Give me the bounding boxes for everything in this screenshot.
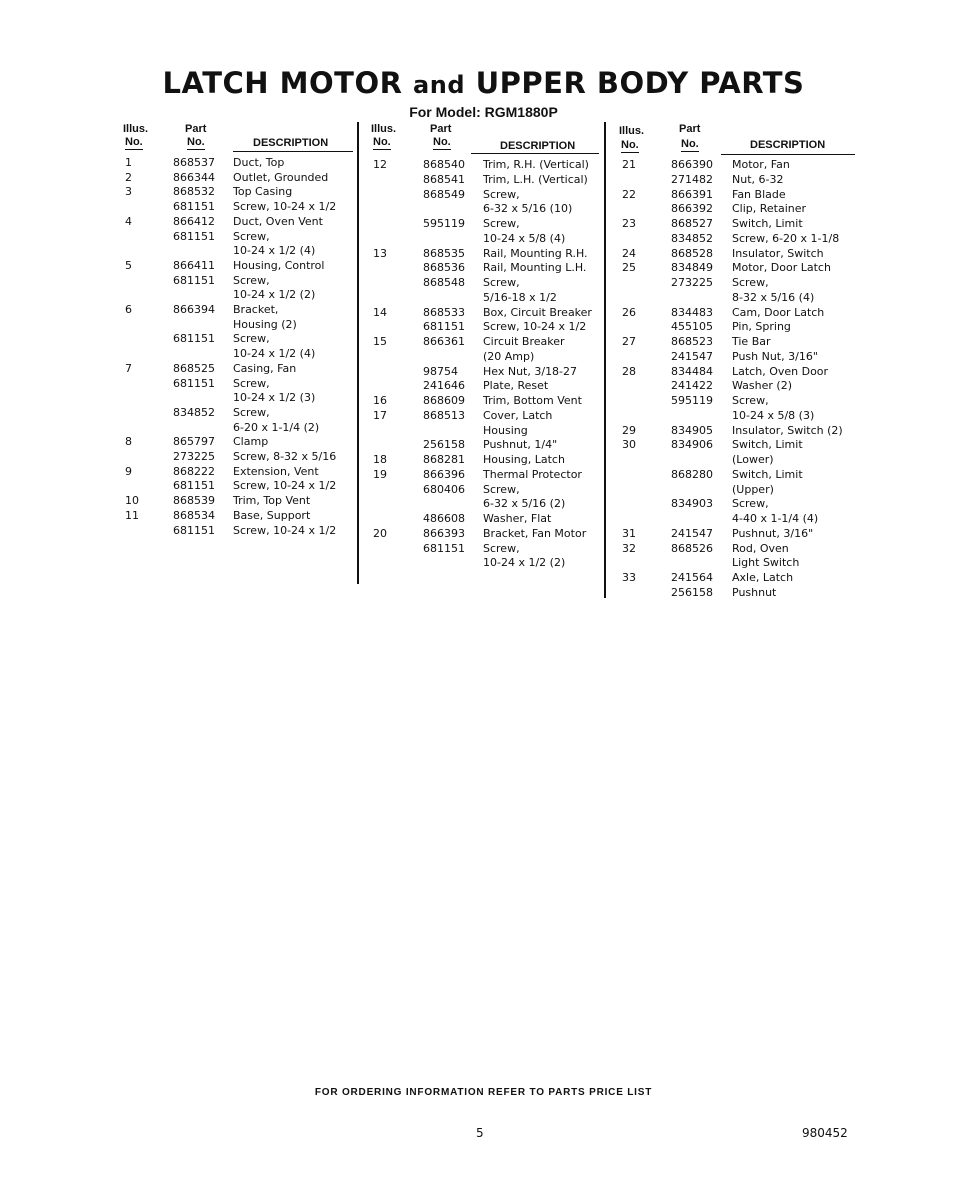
illus-no: 31 [622, 526, 636, 540]
description: 6-32 x 5/16 (2) [483, 497, 566, 511]
description: Cam, Door Latch [732, 305, 825, 319]
description: Extension, Vent [233, 464, 319, 478]
part-no: 595119 [671, 394, 713, 407]
illus-no: 19 [373, 467, 387, 481]
illus-no: 1 [125, 156, 132, 169]
illus-no: 3 [125, 185, 132, 199]
part-no: 866411 [173, 258, 215, 272]
table-row [371, 408, 606, 423]
table-row [619, 482, 854, 497]
description: Housing, Latch [483, 453, 565, 466]
illus-no: 33 [622, 571, 636, 584]
description: Rail, Mounting R.H. [483, 246, 588, 260]
illus-no: 7 [125, 361, 132, 375]
illus-no: 14 [373, 305, 387, 319]
part-no: 98754 [423, 364, 458, 378]
description: Screw, [483, 482, 520, 496]
header-illus: Illus. [371, 123, 397, 135]
description: Screw, 6-20 x 1-1/8 [732, 231, 840, 245]
table-row [371, 555, 606, 570]
table-row [619, 437, 854, 452]
table-row [123, 493, 358, 508]
description: 8-32 x 5/16 (4) [732, 290, 815, 304]
part-no: 868280 [671, 467, 713, 481]
table-row [371, 452, 606, 467]
part-no: 681151 [173, 273, 215, 287]
table-row [371, 437, 606, 452]
part-no: 681151 [173, 200, 215, 214]
ordering-note: FOR ORDERING INFORMATION REFER TO PARTS PRICE LIST [314, 1087, 653, 1098]
description: Trim, Bottom Vent [483, 394, 582, 407]
table-row [371, 187, 606, 202]
header-part-no: No. [681, 138, 699, 150]
description: Screw, 10-24 x 1/2 [233, 523, 337, 537]
table-row [619, 201, 854, 216]
description: Trim, Top Vent [233, 494, 311, 508]
illus-no: 15 [373, 335, 387, 348]
description: Hex Nut, 3/18-27 [483, 364, 578, 378]
table-row [371, 246, 606, 261]
illus-no: 24 [622, 246, 636, 260]
table-row [371, 172, 606, 187]
table-row [123, 405, 358, 420]
part-no: 271482 [671, 172, 713, 186]
description: Outlet, Grounded [233, 170, 329, 184]
header-illus-no: No. [125, 136, 143, 148]
part-no: 868526 [671, 541, 713, 555]
description: Pushnut [732, 585, 777, 599]
header-part: Part [679, 123, 701, 135]
part-no: 866393 [423, 526, 465, 540]
illus-no: 21 [622, 158, 636, 171]
table-row [123, 390, 358, 405]
table-row [123, 243, 358, 258]
table-row [619, 187, 854, 202]
part-no: 681151 [173, 376, 215, 390]
table-row [619, 319, 854, 334]
description: Clamp [233, 435, 269, 449]
part-no: 868536 [423, 261, 465, 275]
part-no: 866396 [423, 467, 465, 481]
illus-no: 12 [373, 158, 387, 171]
description: Cover, Latch [483, 408, 553, 422]
description: Pushnut, 1/4" [483, 438, 558, 452]
part-no: 681151 [173, 479, 215, 493]
header-illus-no: No. [373, 136, 391, 148]
part-no: 834905 [671, 423, 713, 437]
table-row [123, 478, 358, 493]
table-row [619, 172, 854, 187]
description: Base, Support [233, 508, 311, 522]
description: Screw, 10-24 x 1/2 [233, 200, 337, 214]
table-row [619, 393, 854, 408]
part-no: 834906 [671, 438, 713, 452]
description: Rail, Mounting L.H. [483, 261, 587, 275]
description: Axle, Latch [732, 571, 794, 584]
header-illus-no: No. [621, 139, 639, 151]
part-no: 455105 [671, 320, 713, 334]
table-row [619, 157, 854, 172]
description: Screw, [732, 276, 769, 289]
table-row [619, 349, 854, 364]
description: Plate, Reset [483, 379, 549, 393]
illus-no: 20 [373, 526, 387, 540]
table-row [123, 376, 358, 391]
table-row [123, 214, 358, 229]
part-no: 868523 [671, 335, 713, 348]
description: Rod, Oven [732, 541, 789, 555]
illus-no: 27 [622, 335, 636, 348]
table-row [123, 170, 358, 185]
table-row [619, 290, 854, 305]
part-no: 868535 [423, 246, 465, 260]
table-row [371, 526, 606, 541]
table-row [371, 496, 606, 511]
part-no: 866392 [671, 202, 713, 216]
table-row [371, 511, 606, 526]
header-underline [233, 151, 353, 152]
description: Screw, [233, 405, 270, 419]
description: Screw, 8-32 x 5/16 [233, 450, 337, 463]
table-row [371, 260, 606, 275]
description: Duct, Oven Vent [233, 214, 323, 228]
table-row [619, 334, 854, 349]
table-row [123, 273, 358, 288]
description: Duct, Top [233, 156, 285, 169]
description: Screw, [233, 376, 270, 390]
description: (Lower) [732, 453, 774, 466]
illus-no: 8 [125, 435, 132, 449]
part-no: 868549 [423, 187, 465, 201]
description: Motor, Door Latch [732, 261, 831, 275]
table-row [123, 361, 358, 376]
table-row [619, 541, 854, 556]
table-row [619, 275, 854, 290]
description: 10-24 x 5/8 (4) [483, 231, 566, 245]
description: Insulator, Switch (2) [732, 423, 843, 437]
header-part-no: No. [433, 136, 451, 148]
part-no: 868609 [423, 394, 465, 407]
description: Washer, Flat [483, 512, 552, 525]
description: Clip, Retainer [732, 202, 807, 216]
table-row [123, 155, 358, 170]
illus-no: 28 [622, 364, 636, 378]
description: 5/16-18 x 1/2 [483, 290, 557, 304]
description: Screw, [233, 332, 270, 346]
part-no: 834484 [671, 364, 713, 378]
description: Fan Blade [732, 187, 786, 201]
table-row [371, 467, 606, 482]
table-row [371, 393, 606, 408]
illus-no: 13 [373, 246, 387, 260]
table-row [123, 523, 358, 538]
table-row [371, 423, 606, 438]
part-no: 681151 [423, 320, 465, 334]
table-row [123, 449, 358, 464]
description: Circuit Breaker [483, 335, 565, 348]
part-no: 868539 [173, 494, 215, 508]
description: Screw, 10-24 x 1/2 [483, 320, 587, 334]
part-no: 241646 [423, 379, 465, 393]
part-no: 865797 [173, 435, 215, 449]
description: Switch, Limit [732, 467, 803, 481]
description: Box, Circuit Breaker [483, 305, 592, 319]
part-no: 834483 [671, 305, 713, 319]
table-row [123, 346, 358, 361]
description: 10-24 x 1/2 (2) [233, 288, 316, 302]
part-no: 866412 [173, 214, 215, 228]
table-row [123, 287, 358, 302]
table-row [371, 290, 606, 305]
table-row [123, 317, 358, 332]
table-row [619, 231, 854, 246]
description: Screw, 10-24 x 1/2 [233, 479, 337, 493]
table-row [371, 201, 606, 216]
part-no: 681151 [173, 229, 215, 243]
table-row [619, 585, 854, 600]
part-no: 868548 [423, 276, 465, 289]
column-divider-2 [604, 122, 606, 598]
header-illus: Illus. [123, 123, 149, 135]
header-underline [471, 153, 599, 154]
header-description: DESCRIPTION [750, 139, 826, 151]
part-no: 868222 [173, 464, 215, 478]
illus-no: 11 [125, 508, 139, 522]
table-row [371, 334, 606, 349]
description: Latch, Oven Door [732, 364, 829, 378]
description: Screw, [483, 187, 520, 201]
part-no: 868528 [671, 246, 713, 260]
table-row [123, 184, 358, 199]
description: Screw, [483, 541, 520, 555]
part-no: 866344 [173, 170, 215, 184]
table-row [619, 216, 854, 231]
part-no: 241547 [671, 526, 713, 540]
table-row [123, 229, 358, 244]
description: Washer (2) [732, 379, 792, 393]
part-no: 241422 [671, 379, 713, 393]
part-no: 868534 [173, 508, 215, 522]
table-row [123, 464, 358, 479]
part-no: 868525 [173, 361, 215, 375]
table-row [619, 378, 854, 393]
description: Trim, L.H. (Vertical) [483, 172, 588, 186]
page-title: LATCH MOTOR and UPPER BODY PARTS [162, 66, 805, 100]
part-no: 834903 [671, 497, 713, 511]
table-row [619, 423, 854, 438]
part-no: 868527 [671, 217, 713, 230]
part-no: 595119 [423, 217, 465, 230]
description: Screw, [233, 229, 270, 243]
description: Screw, [233, 273, 270, 287]
table-row [123, 258, 358, 273]
part-no: 868532 [173, 185, 215, 199]
description: Casing, Fan [233, 361, 297, 375]
illus-no: 4 [125, 214, 132, 228]
description: Tie Bar [732, 335, 771, 348]
illus-no: 6 [125, 303, 132, 316]
table-row [371, 378, 606, 393]
part-no: 256158 [423, 438, 465, 452]
part-no: 486608 [423, 512, 465, 525]
table-row [619, 555, 854, 570]
part-no: 868281 [423, 453, 465, 466]
illus-no: 5 [125, 258, 132, 272]
illus-no: 30 [622, 438, 636, 452]
table-row [619, 526, 854, 541]
document-number: 980452 [802, 1126, 848, 1140]
header-underline [721, 154, 855, 155]
table-row [371, 157, 606, 172]
description: Screw, [732, 394, 769, 407]
header-description: DESCRIPTION [500, 140, 576, 152]
illus-no: 10 [125, 494, 139, 508]
header-part-no: No. [187, 136, 205, 148]
description: Push Nut, 3/16" [732, 349, 818, 363]
description: 4-40 x 1-1/4 (4) [732, 512, 819, 525]
description: Housing (2) [233, 317, 297, 331]
description: Pin, Spring [732, 320, 791, 334]
table-row [371, 305, 606, 320]
table-row [371, 231, 606, 246]
description: 6-32 x 5/16 (10) [483, 202, 573, 216]
description: Housing, Control [233, 258, 325, 272]
illus-no: 22 [622, 187, 636, 201]
part-no: 866390 [671, 158, 713, 171]
description: 10-24 x 5/8 (3) [732, 408, 815, 422]
description: Switch, Limit [732, 217, 803, 230]
part-no: 868537 [173, 156, 215, 169]
description: Screw, [483, 217, 520, 230]
description: Housing [483, 423, 528, 437]
part-no: 868540 [423, 158, 465, 171]
part-no: 681151 [423, 541, 465, 555]
part-no: 681151 [173, 332, 215, 346]
part-no: 273225 [173, 450, 215, 463]
table-row [123, 434, 358, 449]
illus-no: 26 [622, 305, 636, 319]
part-no: 680406 [423, 482, 465, 496]
description: Screw, [732, 497, 769, 511]
table-row [371, 319, 606, 334]
model-subtitle: For Model: RGM1880P [409, 104, 558, 120]
description: Thermal Protector [483, 467, 582, 481]
description: Insulator, Switch [732, 246, 824, 260]
part-no: 866394 [173, 303, 215, 316]
description: Pushnut, 3/16" [732, 526, 814, 540]
table-row [371, 349, 606, 364]
illus-no: 32 [622, 541, 636, 555]
table-row [619, 570, 854, 585]
part-no: 868533 [423, 305, 465, 319]
table-row [123, 199, 358, 214]
description: Nut, 6-32 [732, 172, 784, 186]
part-no: 834852 [671, 231, 713, 245]
description: 10-24 x 1/2 (2) [483, 556, 566, 570]
header-description: DESCRIPTION [253, 137, 329, 149]
part-no: 834849 [671, 261, 713, 275]
illus-no: 17 [373, 408, 387, 422]
illus-no: 23 [622, 217, 636, 230]
table-row [123, 420, 358, 435]
header-part: Part [430, 123, 452, 135]
description: Top Casing [233, 185, 293, 199]
part-no: 241547 [671, 349, 713, 363]
description: Switch, Limit [732, 438, 803, 452]
table-row [123, 508, 358, 523]
description: (Upper) [732, 482, 774, 496]
part-no: 868513 [423, 408, 465, 422]
part-no: 256158 [671, 585, 713, 599]
description: (20 Amp) [483, 349, 535, 363]
illus-no: 2 [125, 170, 132, 184]
column-divider-1 [357, 122, 359, 584]
part-no: 273225 [671, 276, 713, 289]
table-row [371, 216, 606, 231]
table-row [619, 408, 854, 423]
part-no: 868541 [423, 172, 465, 186]
description: Light Switch [732, 556, 800, 570]
table-row [371, 275, 606, 290]
description: 10-24 x 1/2 (4) [233, 347, 316, 361]
part-no: 681151 [173, 523, 215, 537]
table-row [123, 331, 358, 346]
table-row [371, 364, 606, 379]
part-no: 834852 [173, 405, 215, 419]
description: 10-24 x 1/2 (4) [233, 244, 316, 258]
table-row [619, 260, 854, 275]
description: Motor, Fan [732, 158, 790, 171]
description: Bracket, Fan Motor [483, 526, 587, 540]
table-row [619, 305, 854, 320]
part-no: 241564 [671, 571, 713, 584]
header-illus: Illus. [619, 125, 645, 137]
illus-no: 16 [373, 394, 387, 407]
table-row [123, 302, 358, 317]
part-no: 866391 [671, 187, 713, 201]
description: Trim, R.H. (Vertical) [483, 158, 589, 171]
description: Screw, [483, 276, 520, 289]
illus-no: 18 [373, 453, 387, 466]
table-row [619, 467, 854, 482]
table-row [619, 511, 854, 526]
table-row [619, 452, 854, 467]
page-number: 5 [476, 1126, 484, 1140]
description: 10-24 x 1/2 (3) [233, 391, 316, 405]
part-no: 866361 [423, 335, 465, 348]
table-row [619, 496, 854, 511]
illus-no: 9 [125, 464, 132, 478]
illus-no: 29 [622, 423, 636, 437]
table-row [371, 482, 606, 497]
description: 6-20 x 1-1/4 (2) [233, 420, 320, 434]
table-row [371, 541, 606, 556]
table-row [619, 246, 854, 261]
illus-no: 25 [622, 261, 636, 275]
table-row [619, 364, 854, 379]
header-part: Part [185, 123, 207, 135]
description: Bracket, [233, 303, 279, 316]
